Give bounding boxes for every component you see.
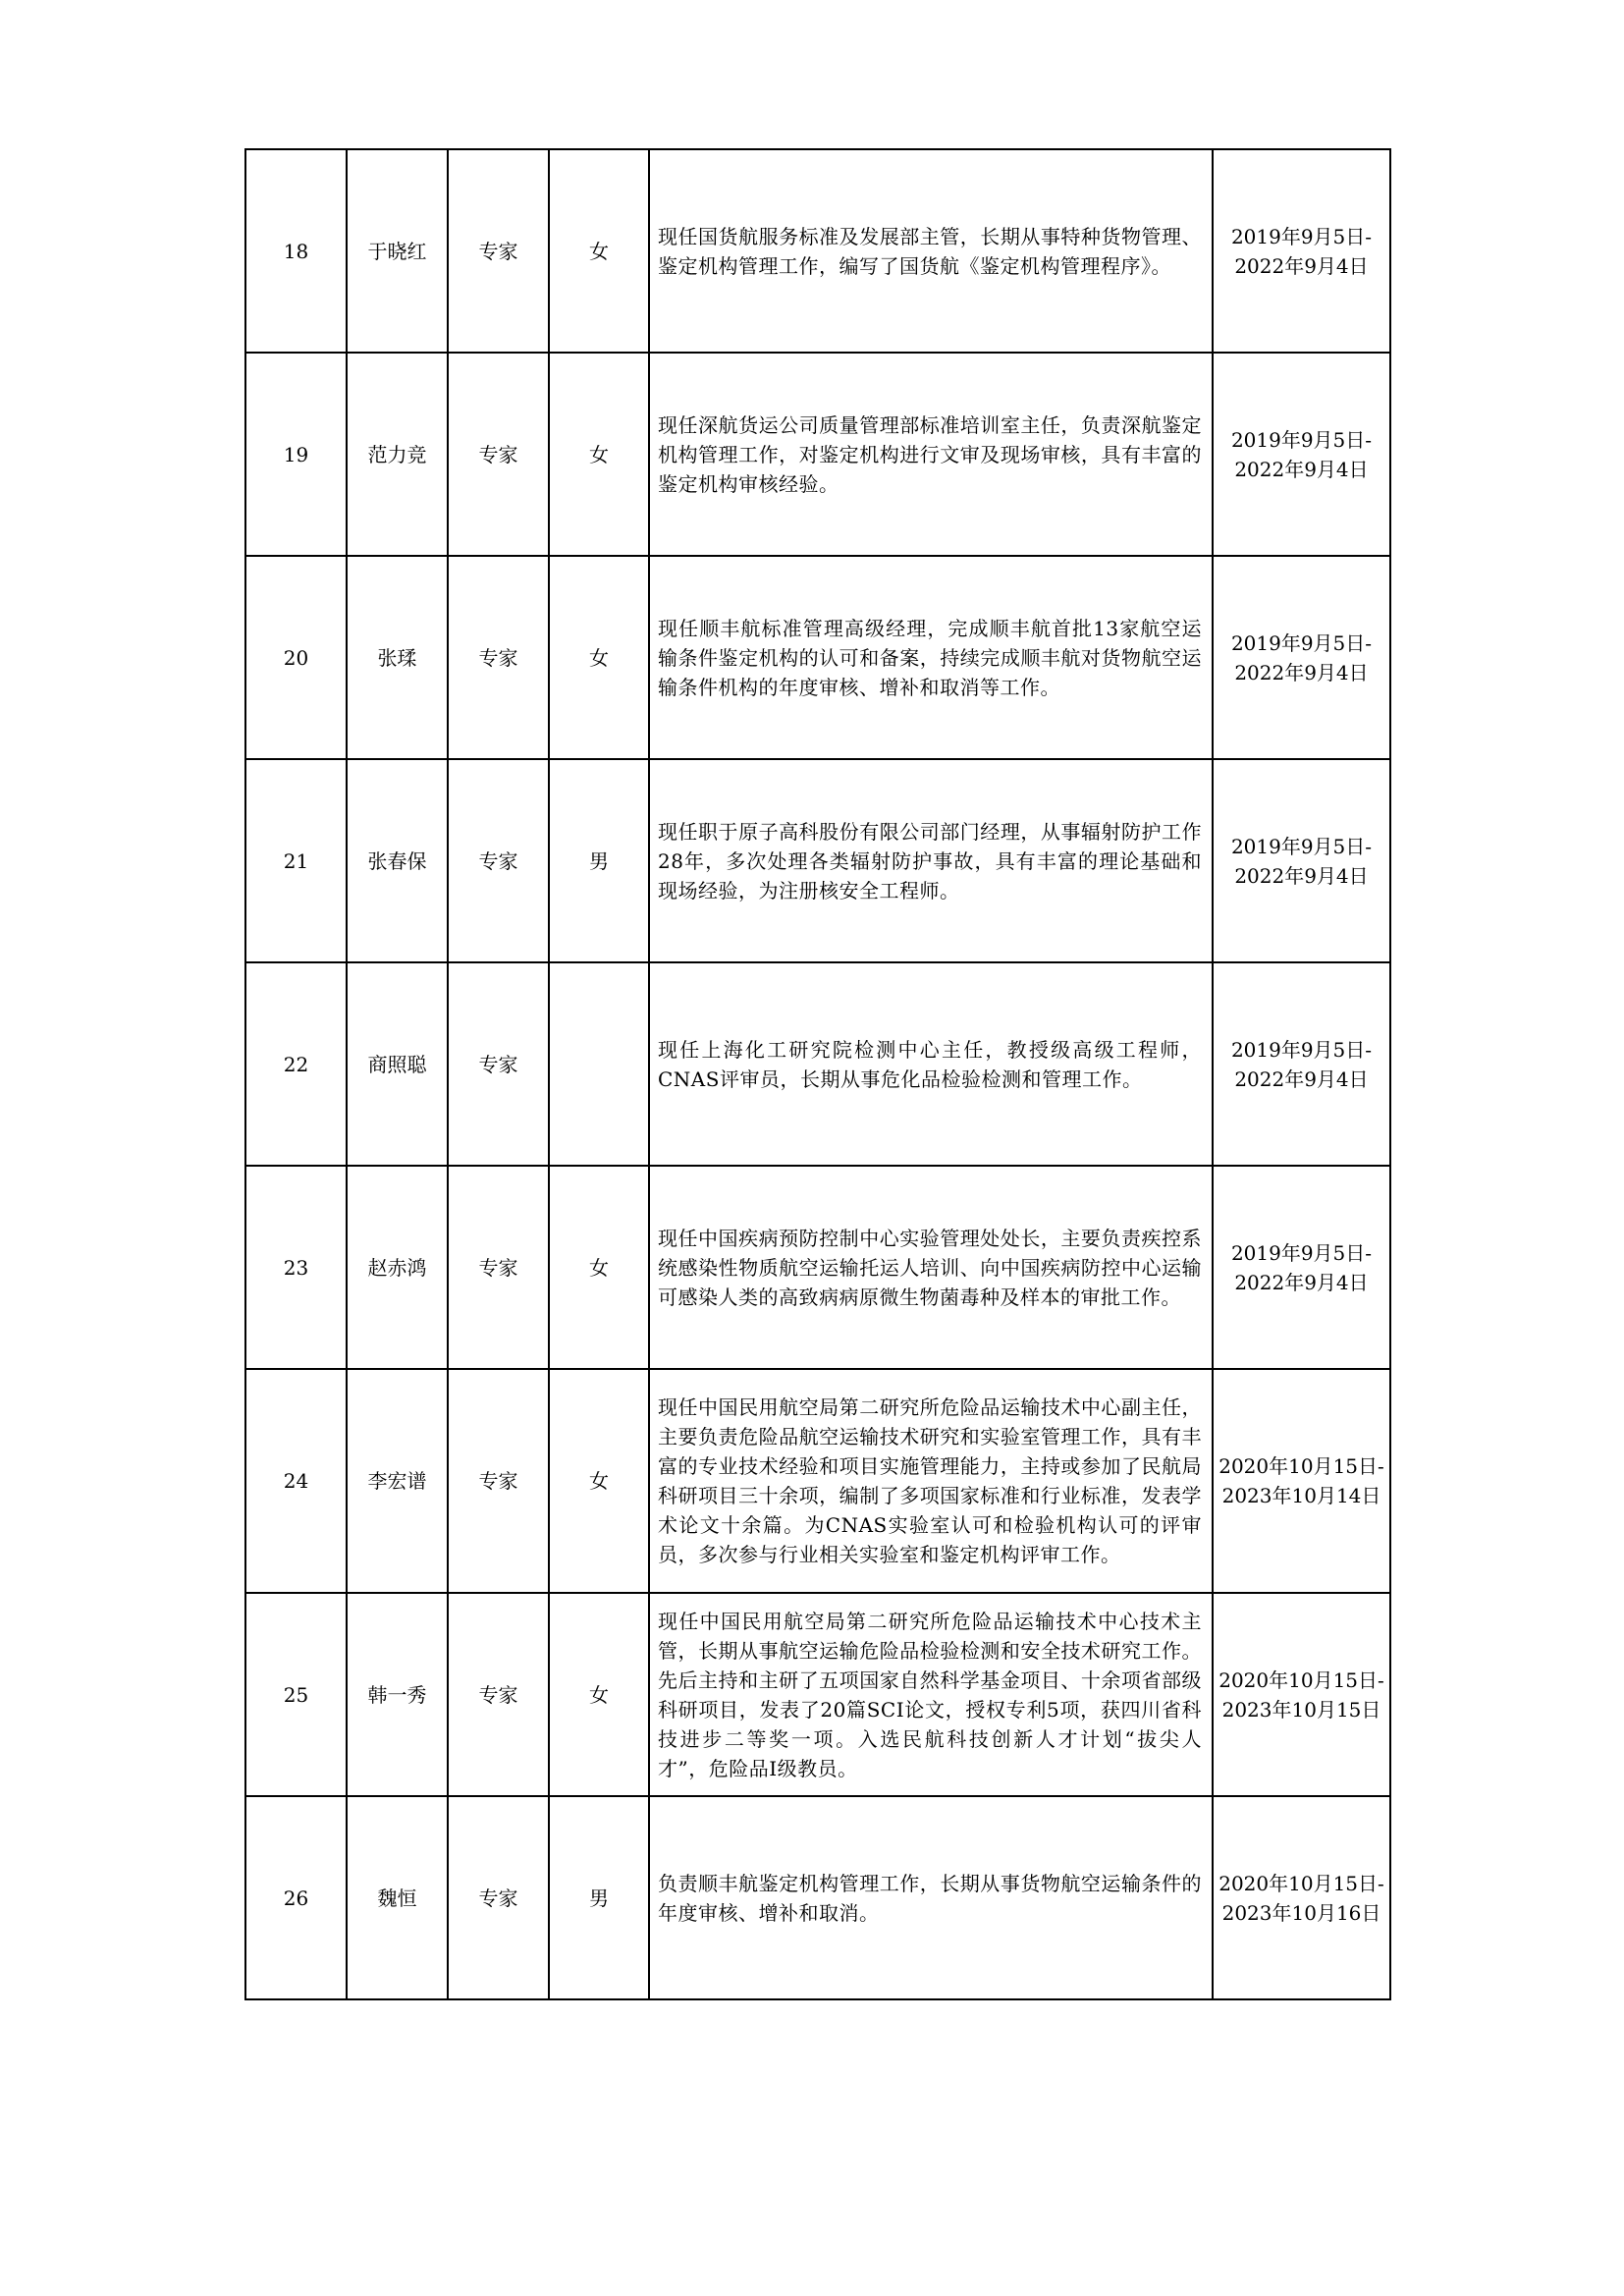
expert-name: 韩一秀 [347, 1593, 448, 1796]
term-start: 2019年9月5日- [1230, 427, 1373, 452]
row-number: 20 [245, 556, 347, 759]
expert-description: 现任中国民用航空局第二研究所危险品运输技术中心副主任，主要负责危险品航空运输技术研究和实验室管理工作，具有丰富的专业技术经验和项目实施管理能力，主持或参加了民航局科研项目三十余项，编制了多项国家标准和行业标准，发表学术论文十余篇。为CNAS实验室认可和检验机构认可的评审员，多次参与行业相关实验室和鉴定机构评审工作。 [649, 1369, 1213, 1593]
term-period [1213, 759, 1390, 962]
term-end: 2022年9月4日 [1234, 1270, 1369, 1294]
expert-gender: 女 [549, 1166, 649, 1369]
expert-gender: 女 [549, 1369, 649, 1593]
term-period [1213, 1166, 1390, 1369]
term-period [1213, 1796, 1390, 1999]
expert-description: 现任职于原子高科股份有限公司部门经理，从事辐射防护工作28年，多次处理各类辐射防护事故，具有丰富的理论基础和现场经验，为注册核安全工程师。 [649, 759, 1213, 962]
expert-name: 于晓红 [347, 149, 448, 353]
table-row [245, 1166, 1390, 1369]
term-end: 2022年9月4日 [1234, 1066, 1369, 1091]
term-end: 2022年9月4日 [1234, 253, 1369, 278]
term-end: 2023年10月16日 [1221, 1900, 1381, 1925]
expert-description: 现任中国疾病预防控制中心实验管理处处长，主要负责疾控系统感染性物质航空运输托运人培训、向中国疾病防控中心运输可感染人类的高致病病原微生物菌毒种及样本的审批工作。 [649, 1166, 1213, 1369]
table-row [245, 1593, 1390, 1796]
table-row [245, 556, 1390, 759]
term-period [1213, 962, 1390, 1166]
term-end: 2022年9月4日 [1234, 457, 1369, 481]
expert-description: 现任国货航服务标准及发展部主管，长期从事特种货物管理、鉴定机构管理工作，编写了国货航《鉴定机构管理程序》。 [649, 149, 1213, 353]
experts-table [244, 148, 1391, 2000]
expert-role: 专家 [448, 556, 549, 759]
row-number: 22 [245, 962, 347, 1166]
expert-gender: 女 [549, 149, 649, 353]
term-period [1213, 149, 1390, 353]
term-period [1213, 1593, 1390, 1796]
expert-role: 专家 [448, 962, 549, 1166]
expert-role: 专家 [448, 353, 549, 556]
expert-gender [549, 962, 649, 1166]
term-start: 2019年9月5日- [1230, 630, 1373, 655]
expert-role: 专家 [448, 1796, 549, 1999]
expert-gender: 女 [549, 1593, 649, 1796]
expert-gender: 男 [549, 1796, 649, 1999]
expert-name: 范力竞 [347, 353, 448, 556]
expert-gender: 女 [549, 556, 649, 759]
expert-gender: 女 [549, 353, 649, 556]
table-row [245, 759, 1390, 962]
expert-role: 专家 [448, 759, 549, 962]
expert-name: 张瑈 [347, 556, 448, 759]
term-start: 2019年9月5日- [1230, 834, 1373, 858]
term-period [1213, 1369, 1390, 1593]
term-period [1213, 353, 1390, 556]
term-start: 2019年9月5日- [1230, 224, 1373, 248]
term-end: 2022年9月4日 [1234, 863, 1369, 888]
row-number: 18 [245, 149, 347, 353]
term-end: 2022年9月4日 [1234, 660, 1369, 684]
expert-gender: 男 [549, 759, 649, 962]
row-number: 24 [245, 1369, 347, 1593]
table-row [245, 962, 1390, 1166]
expert-role: 专家 [448, 1593, 549, 1796]
term-period [1213, 556, 1390, 759]
expert-description: 现任深航货运公司质量管理部标准培训室主任，负责深航鉴定机构管理工作，对鉴定机构进行文审及现场审核，具有丰富的鉴定机构审核经验。 [649, 353, 1213, 556]
expert-description: 负责顺丰航鉴定机构管理工作，长期从事货物航空运输条件的年度审核、增补和取消。 [649, 1796, 1213, 1999]
expert-role: 专家 [448, 149, 549, 353]
term-end: 2023年10月14日 [1221, 1484, 1381, 1507]
term-start: 2019年9月5日- [1230, 1240, 1373, 1265]
expert-role: 专家 [448, 1369, 549, 1593]
expert-description: 现任中国民用航空局第二研究所危险品运输技术中心技术主管，长期从事航空运输危险品检验检测和安全技术研究工作。先后主持和主研了五项国家自然科学基金项目、十余项省部级科研项目，发表了20篇SCI论文，授权专利5项，获四川省科技进步二等奖一项。入选民航科技创新人才计划“拔尖人才”，危险品Ⅰ级教员。 [649, 1593, 1213, 1796]
term-start: 2020年10月15日- [1218, 1667, 1384, 1692]
expert-name: 商照聪 [347, 962, 448, 1166]
expert-role: 专家 [448, 1166, 549, 1369]
term-start: 2019年9月5日- [1230, 1037, 1373, 1062]
expert-name: 魏恒 [347, 1796, 448, 1999]
expert-description: 现任上海化工研究院检测中心主任，教授级高级工程师，CNAS评审员，长期从事危化品检验检测和管理工作。 [649, 962, 1213, 1166]
term-start: 2020年10月15日- [1218, 1454, 1384, 1478]
row-number: 26 [245, 1796, 347, 1999]
expert-name: 张春保 [347, 759, 448, 962]
term-end: 2023年10月15日 [1221, 1697, 1381, 1722]
table-row [245, 353, 1390, 556]
expert-name: 李宏谱 [347, 1369, 448, 1593]
row-number: 23 [245, 1166, 347, 1369]
row-number: 25 [245, 1593, 347, 1796]
table-row [245, 1369, 1390, 1593]
expert-description: 现任顺丰航标准管理高级经理，完成顺丰航首批13家航空运输条件鉴定机构的认可和备案，持续完成顺丰航对货物航空运输条件机构的年度审核、增补和取消等工作。 [649, 556, 1213, 759]
table-body [245, 149, 1390, 1999]
term-start: 2020年10月15日- [1218, 1871, 1384, 1895]
expert-name: 赵赤鸿 [347, 1166, 448, 1369]
table-row [245, 149, 1390, 353]
row-number: 19 [245, 353, 347, 556]
row-number: 21 [245, 759, 347, 962]
table-row [245, 1796, 1390, 1999]
